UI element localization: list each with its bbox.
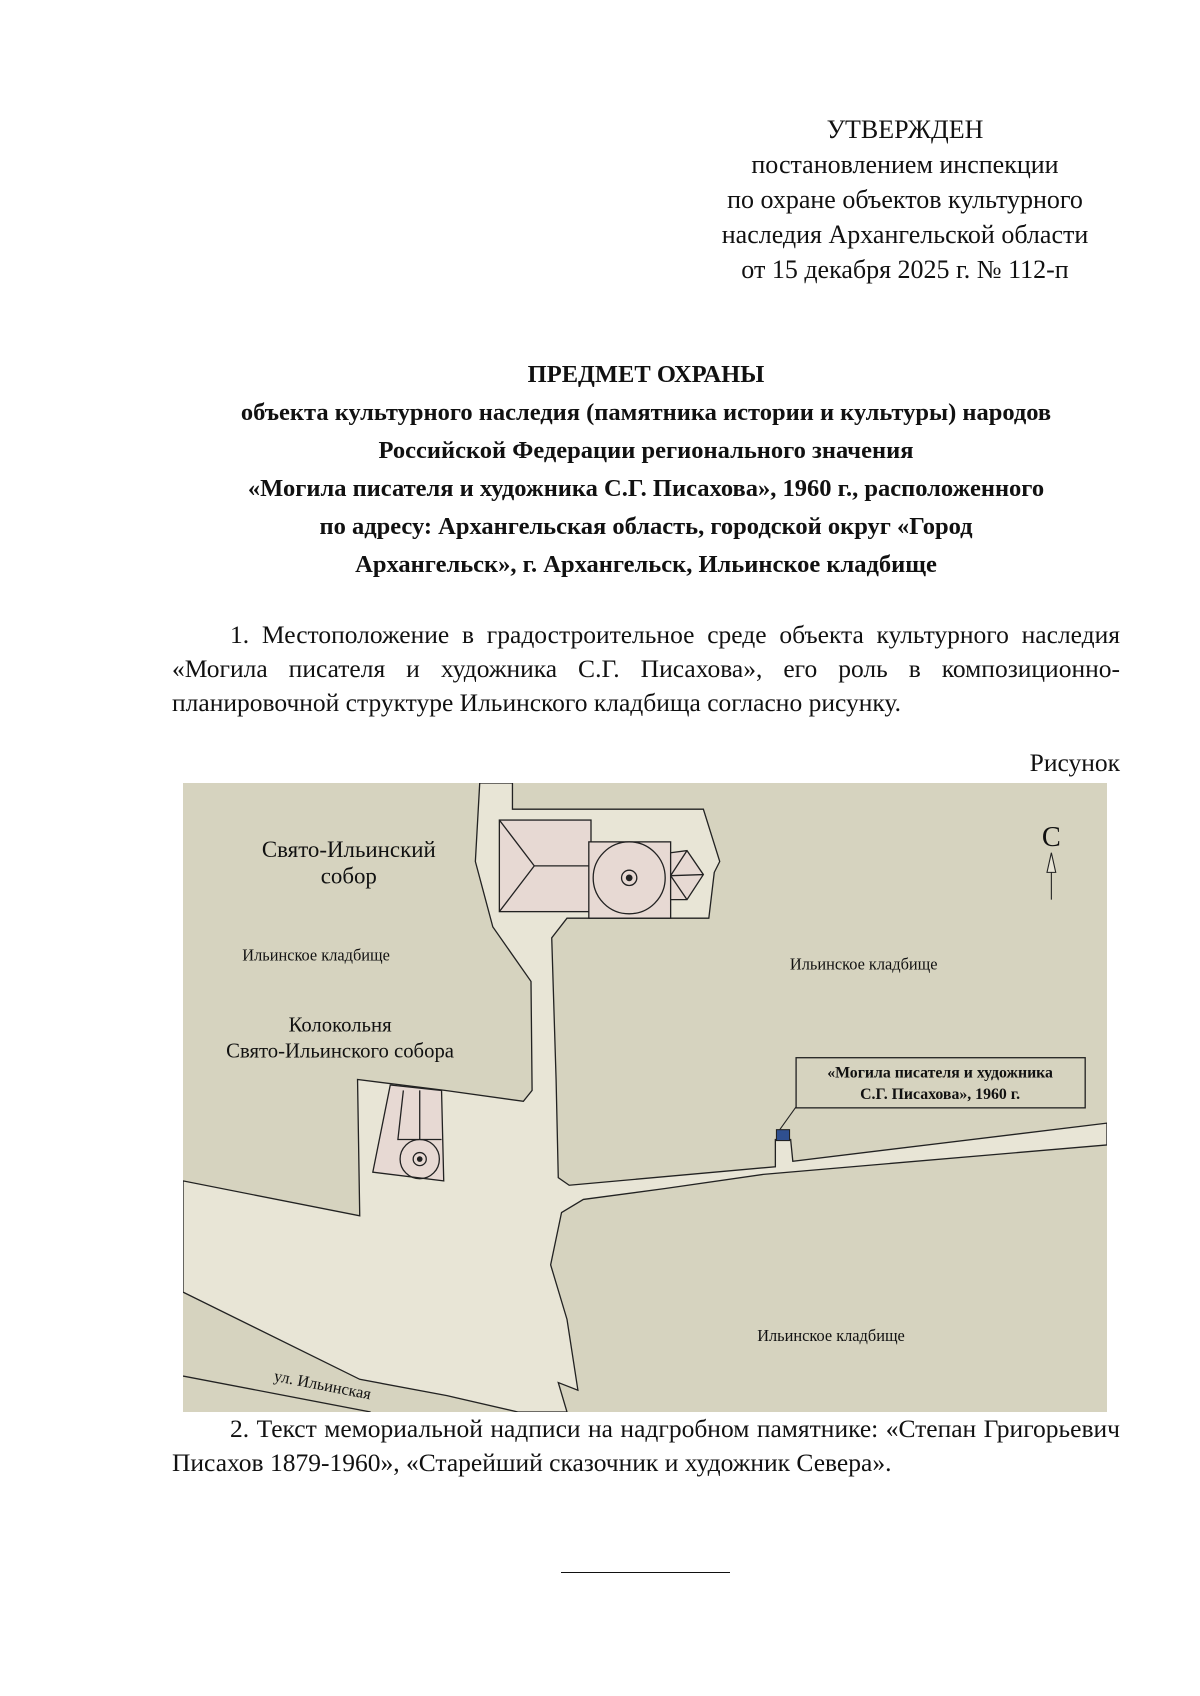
belltower-label: Колокольня — [288, 1014, 392, 1037]
paragraph-inscription: 2. Текст мемориальной надписи на надгробном памятнике: «Степан Григорьевич Писахов 1879-1960», «Старейший сказочник и художник Севера». — [172, 1414, 1120, 1477]
title-line: Архангельск», г. Архангельск, Ильинское кладбище — [355, 551, 937, 578]
approval-date: от 15 декабря 2025 г. № 112-п — [741, 255, 1069, 284]
grave-label: С.Г. Писахова», 1960 г. — [860, 1086, 1021, 1104]
end-divider — [561, 1572, 730, 1573]
title-line: по адресу: Архангельская область, городской округ «Город — [319, 513, 973, 540]
site-map — [183, 783, 1107, 1412]
figure-label: Рисунок — [1029, 748, 1120, 777]
approval-stamp — [690, 112, 1120, 287]
document-title — [172, 356, 1120, 584]
title-line: Российской Федерации регионального значения — [378, 437, 914, 464]
cemetery-label: Ильинское кладбище — [242, 945, 390, 965]
grave-marker — [776, 1130, 789, 1141]
paragraph-location: 1. Местоположение в градостроительное среде объекта культурного наследия «Могила писателя и художника С.Г. Писахова», его роль в композиционно-планировочной структуре Ильинского кладбища согласно рисунку. — [172, 620, 1120, 717]
street-label: ул. Ильинская — [272, 1365, 373, 1404]
title-line: «Могила писателя и художника С.Г. Писахова», 1960 г., расположенного — [247, 475, 1045, 502]
belltower-label: Свято-Ильинского собора — [226, 1040, 455, 1063]
cemetery-label: Ильинское кладбище — [789, 954, 938, 974]
north-label: С — [1041, 822, 1061, 854]
cathedral-label: Свято-Ильинский — [261, 837, 436, 863]
grave-label: «Могила писателя и художника — [827, 1064, 1053, 1082]
approval-line: по охране объектов культурного — [727, 185, 1083, 214]
approval-heading: УТВЕРЖДЕН — [826, 115, 984, 144]
cemetery-label: Ильинское кладбище — [757, 1326, 905, 1346]
title-line: объекта культурного наследия (памятника истории и культуры) народов — [240, 399, 1052, 426]
approval-line: постановлением инспекции — [751, 150, 1059, 179]
cathedral-label: собор — [320, 863, 377, 889]
title-heading: ПРЕДМЕТ ОХРАНЫ — [527, 361, 765, 388]
approval-line: наследия Архангельской области — [721, 220, 1089, 249]
